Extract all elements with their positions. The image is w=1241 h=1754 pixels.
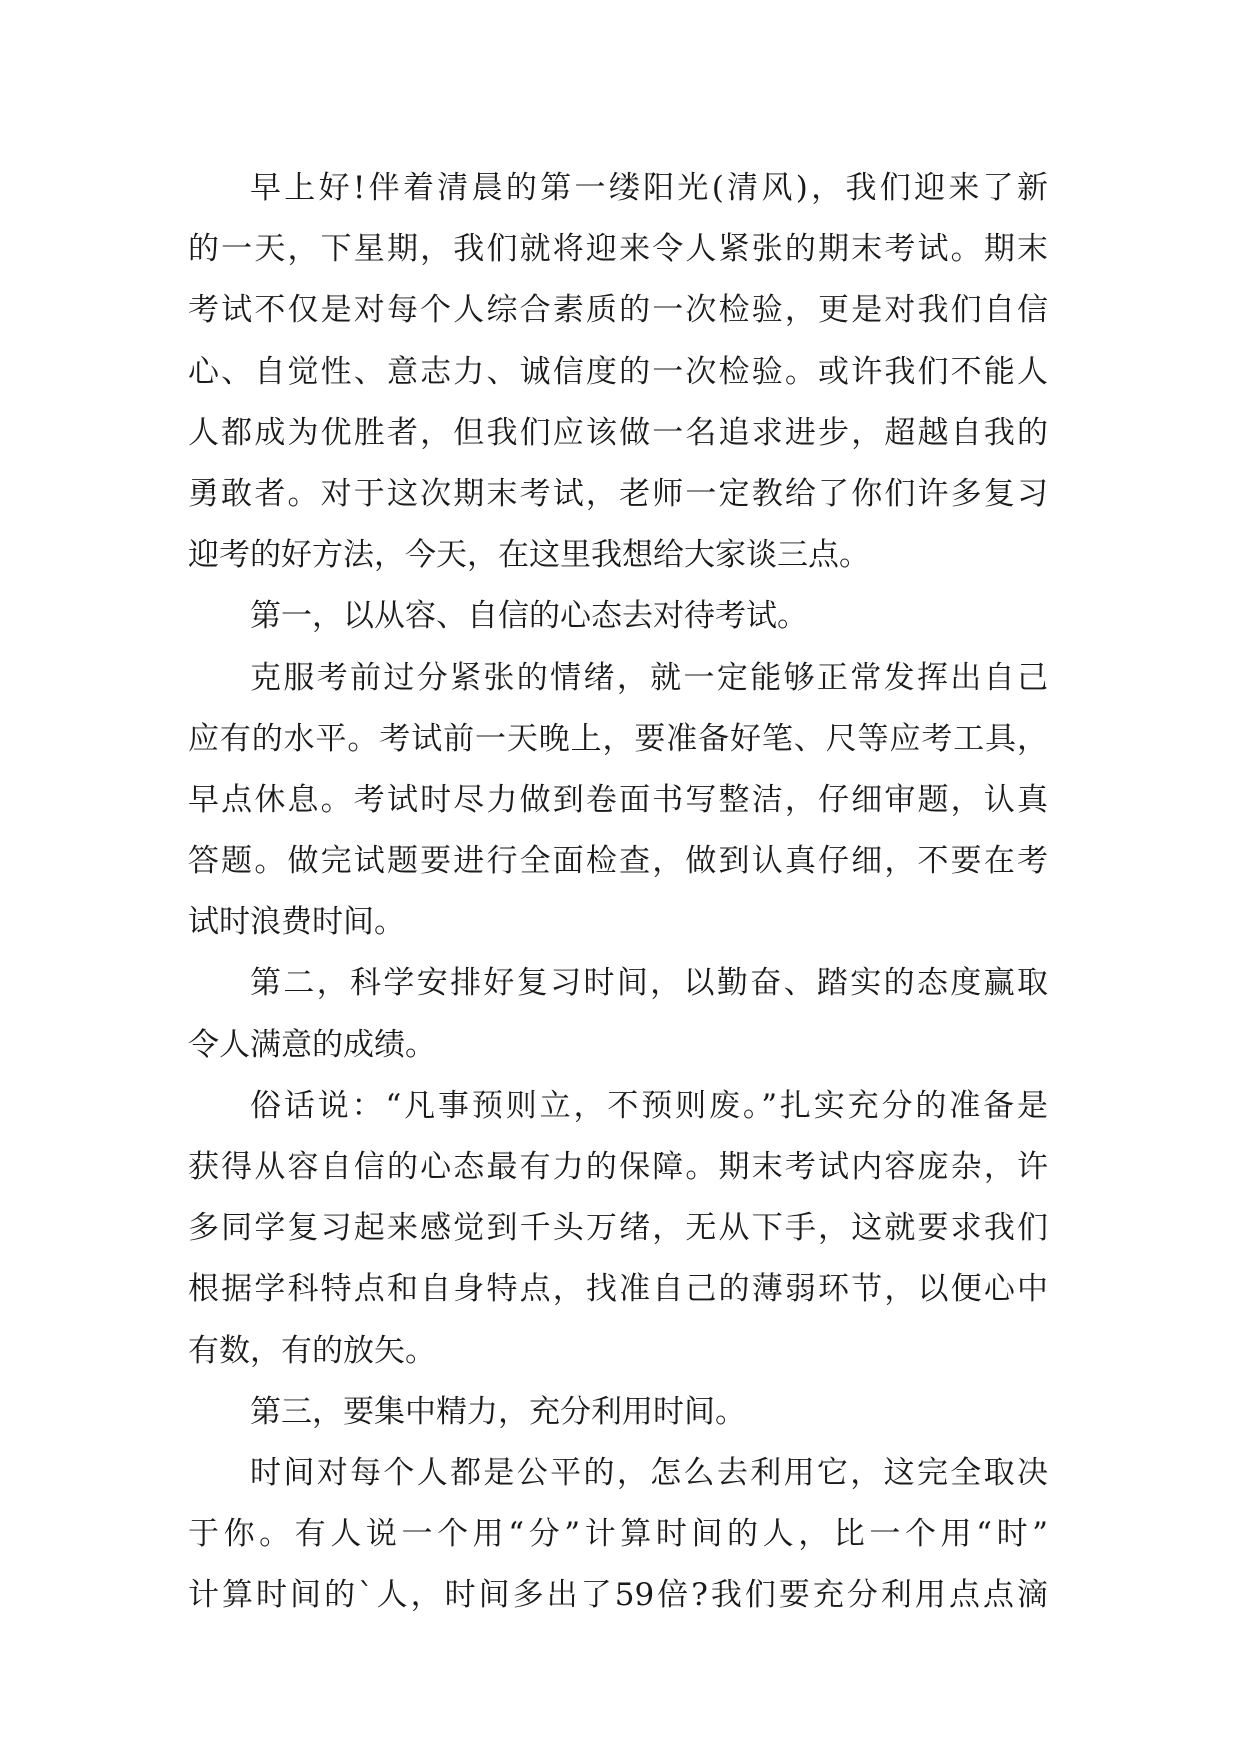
paragraph-line: 迎考的好方法，今天，在这里我想给大家谈三点。 <box>188 537 870 574</box>
document-body <box>188 158 1048 1627</box>
section-heading-second-cont: 令人满意的成绩。 <box>188 1026 436 1063</box>
paragraph-line: 考试不仅是对每个人综合素质的一次检验，更是对我们自信 <box>188 292 1048 329</box>
paragraph-line: 计算时间的`人，时间多出了59倍?我们要充分利用点点滴 <box>188 1577 1048 1614</box>
paragraph-line: 获得从容自信的心态最有力的保障。期末考试内容庞杂，许 <box>188 1149 1048 1185</box>
paragraph-line: 多同学复习起来感觉到千头万绪，无从下手，这就要求我们 <box>188 1210 1048 1247</box>
paragraph-line: 克服考前过分紧张的情绪，就一定能够正常发挥出自己 <box>250 659 1048 696</box>
paragraph-line: 时间对每个人都是公平的，怎么去利用它，这完全取决 <box>250 1454 1048 1491</box>
paragraph-line: 应有的水平。考试前一天晚上，要准备好笔、尺等应考工具， <box>188 720 1048 757</box>
paragraph-line: 有数，有的放矢。 <box>188 1332 436 1369</box>
paragraph-line: 于你。有人说一个用“分”计算时间的人，比一个用“时” <box>188 1516 1048 1553</box>
section-heading-third: 第三，要集中精力，充分利用时间。 <box>250 1393 746 1430</box>
paragraph-line: 的一天，下星期，我们就将迎来令人紧张的期末考试。期末 <box>188 231 1048 268</box>
paragraph-line: 试时浪费时间。 <box>188 904 405 941</box>
paragraph-line: 早上好!伴着清晨的第一缕阳光(清风)，我们迎来了新 <box>250 170 1048 206</box>
paragraph-line: 心、自觉性、意志力、诚信度的一次检验。或许我们不能人 <box>188 353 1048 390</box>
paragraph-line: 俗话说：“凡事预则立，不预则废。”扎实充分的准备是 <box>250 1087 1048 1124</box>
paragraph-line: 根据学科特点和自身特点，找准自己的薄弱环节，以便心中 <box>188 1271 1048 1308</box>
paragraph-line: 勇敢者。对于这次期末考试，老师一定教给了你们许多复习 <box>188 475 1048 512</box>
paragraph-line: 答题。做完试题要进行全面检查，做到认真仔细，不要在考 <box>188 843 1048 880</box>
section-heading-first: 第一，以从容、自信的心态去对待考试。 <box>250 598 808 635</box>
paragraph-line: 人都成为优胜者，但我们应该做一名追求进步，超越自我的 <box>188 414 1048 451</box>
section-heading-second: 第二，科学安排好复习时间，以勤奋、踏实的态度赢取 <box>250 965 1048 1002</box>
paragraph-line: 早点休息。考试时尽力做到卷面书写整洁，仔细审题，认真 <box>188 781 1048 818</box>
